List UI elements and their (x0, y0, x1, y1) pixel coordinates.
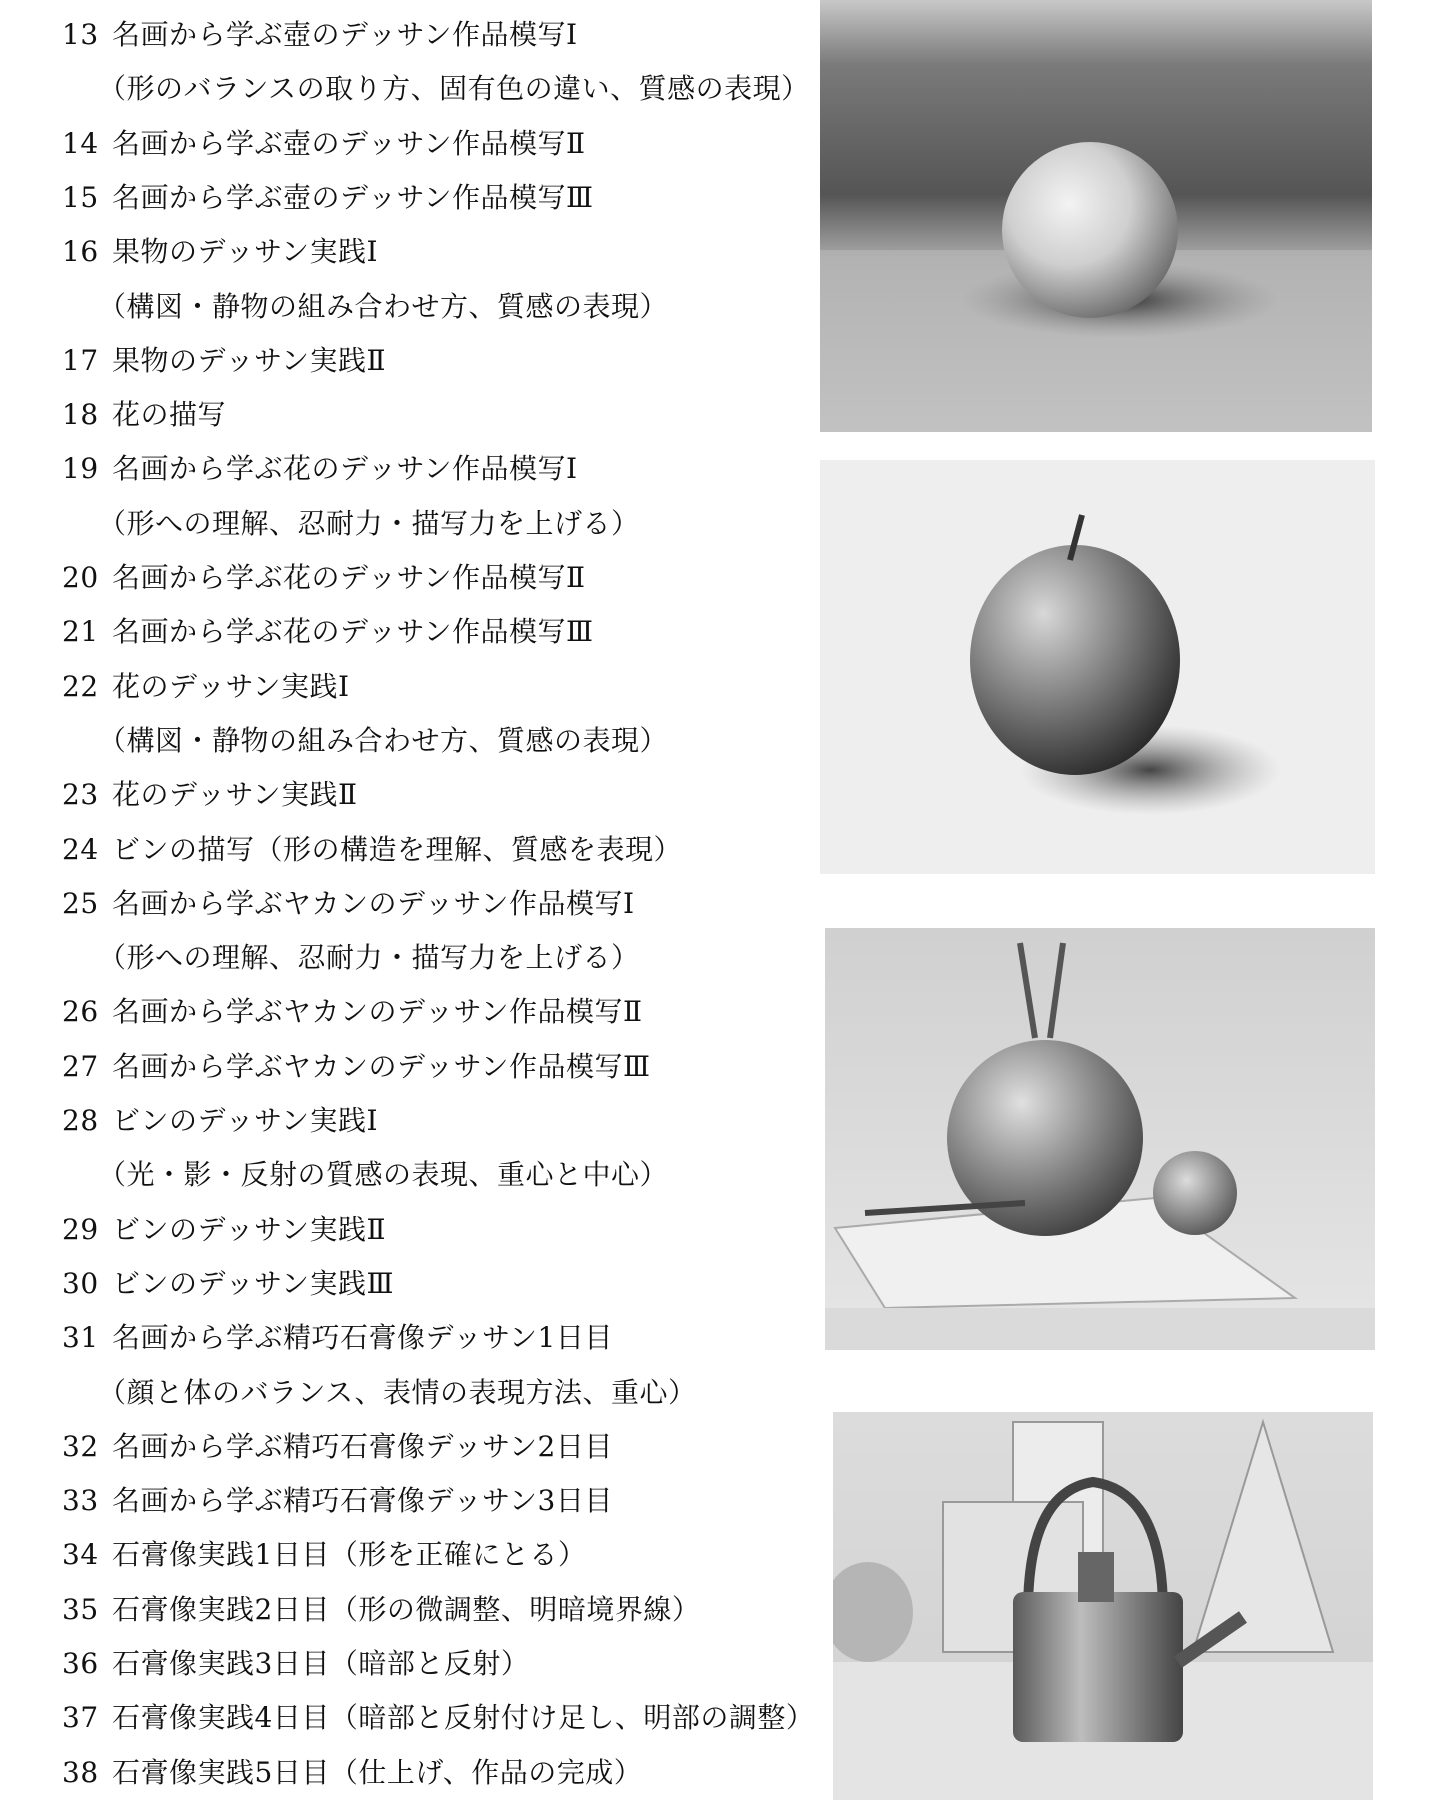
lesson-text: （顔と体のバランス、表情の表現方法、重心） (98, 1375, 697, 1409)
lesson-text: 名画から学ぶ花のデッサン作品模写Ⅲ (112, 615, 594, 649)
still-life-ball-drawing-image (825, 928, 1375, 1350)
lesson-text: 名画から学ぶヤカンのデッサン作品模写Ⅰ (112, 886, 635, 920)
lesson-text: 名画から学ぶ花のデッサン作品模写Ⅱ (112, 561, 586, 594)
lesson-number: 29 (62, 1212, 99, 1246)
lesson-text: ビンのデッサン実践Ⅲ (112, 1266, 395, 1300)
lesson-number: 17 (62, 343, 99, 377)
apple-drawing-image (820, 460, 1375, 874)
lesson-number: 26 (62, 995, 99, 1029)
lesson-number: 19 (62, 452, 99, 486)
lesson-text: 名画から学ぶヤカンのデッサン作品模写Ⅱ (112, 995, 643, 1029)
lesson-text: 花のデッサン実践Ⅰ (112, 669, 350, 703)
lesson-number: 27 (62, 1049, 99, 1083)
kettle-still-life-drawing-image (833, 1412, 1373, 1800)
lesson-text: （構図・静物の組み合わせ方、質感の表現） (98, 289, 669, 323)
lesson-number: 37 (62, 1701, 99, 1735)
lesson-text: 名画から学ぶ壺のデッサン作品模写Ⅲ (112, 180, 594, 214)
lesson-number: 21 (62, 615, 99, 649)
lesson-text: ビンの描写（形の構造を理解、質感を表現） (112, 832, 683, 866)
lesson-text: 果物のデッサン実践Ⅰ (112, 235, 379, 269)
lesson-text: 名画から学ぶヤカンのデッサン作品模写Ⅲ (112, 1049, 651, 1083)
lesson-number: 18 (62, 398, 99, 432)
lesson-text: （構図・静物の組み合わせ方、質感の表現） (98, 723, 669, 757)
lesson-text: ビンのデッサン実践Ⅱ (112, 1212, 387, 1246)
lesson-text: （形への理解、忍耐力・描写力を上げる） (98, 941, 640, 975)
lesson-number: 13 (62, 18, 99, 51)
lesson-text: （形のバランスの取り方、固有色の違い、質感の表現） (98, 72, 810, 106)
lesson-text: （形への理解、忍耐力・描写力を上げる） (98, 506, 640, 540)
lesson-text: 名画から学ぶ壺のデッサン作品模写Ⅰ (112, 18, 578, 51)
sphere-drawing-image (820, 0, 1372, 432)
lesson-number: 28 (62, 1104, 99, 1137)
lesson-text: 名画から学ぶ花のデッサン作品模写Ⅰ (112, 452, 578, 486)
lesson-number: 22 (62, 669, 99, 703)
lesson-number: 24 (62, 832, 99, 866)
lesson-text: ビンのデッサン実践Ⅰ (112, 1104, 379, 1137)
lesson-text: 名画から学ぶ精巧石膏像デッサン2日目 (112, 1429, 613, 1463)
lesson-text: 石膏像実践3日目（暗部と反射） (112, 1647, 530, 1680)
lesson-number: 16 (62, 235, 99, 269)
lesson-text: 果物のデッサン実践Ⅱ (112, 343, 387, 377)
lesson-number: 35 (62, 1592, 99, 1626)
lesson-text: （光・影・反射の質感の表現、重心と中心） (98, 1158, 669, 1192)
lesson-number: 31 (62, 1321, 99, 1355)
lesson-number: 23 (62, 778, 99, 812)
lesson-number: 25 (62, 886, 99, 920)
lesson-number: 38 (62, 1755, 99, 1789)
lesson-number: 33 (62, 1484, 99, 1518)
lesson-text: 石膏像実践1日目（形を正確にとる） (112, 1538, 587, 1572)
lesson-text: 花の描写 (112, 398, 227, 432)
lesson-text: 名画から学ぶ精巧石膏像デッサン3日目 (112, 1484, 613, 1518)
lesson-number: 20 (62, 561, 99, 594)
lesson-text: 石膏像実践2日目（形の微調整、明暗境界線） (112, 1592, 701, 1626)
lesson-text: 石膏像実践4日目（暗部と反射付け足し、明部の調整） (112, 1701, 815, 1735)
lesson-text: 石膏像実践5日目（仕上げ、作品の完成） (112, 1755, 643, 1789)
lesson-text: 名画から学ぶ精巧石膏像デッサン1日目 (112, 1321, 613, 1355)
lesson-number: 32 (62, 1429, 99, 1463)
lesson-number: 30 (62, 1266, 99, 1300)
lesson-number: 36 (62, 1647, 99, 1680)
lesson-text: 花のデッサン実践Ⅱ (112, 778, 358, 812)
lesson-number: 14 (62, 126, 99, 160)
lesson-number: 34 (62, 1538, 99, 1572)
lesson-text: 名画から学ぶ壺のデッサン作品模写Ⅱ (112, 126, 586, 160)
lesson-number: 15 (62, 180, 99, 214)
